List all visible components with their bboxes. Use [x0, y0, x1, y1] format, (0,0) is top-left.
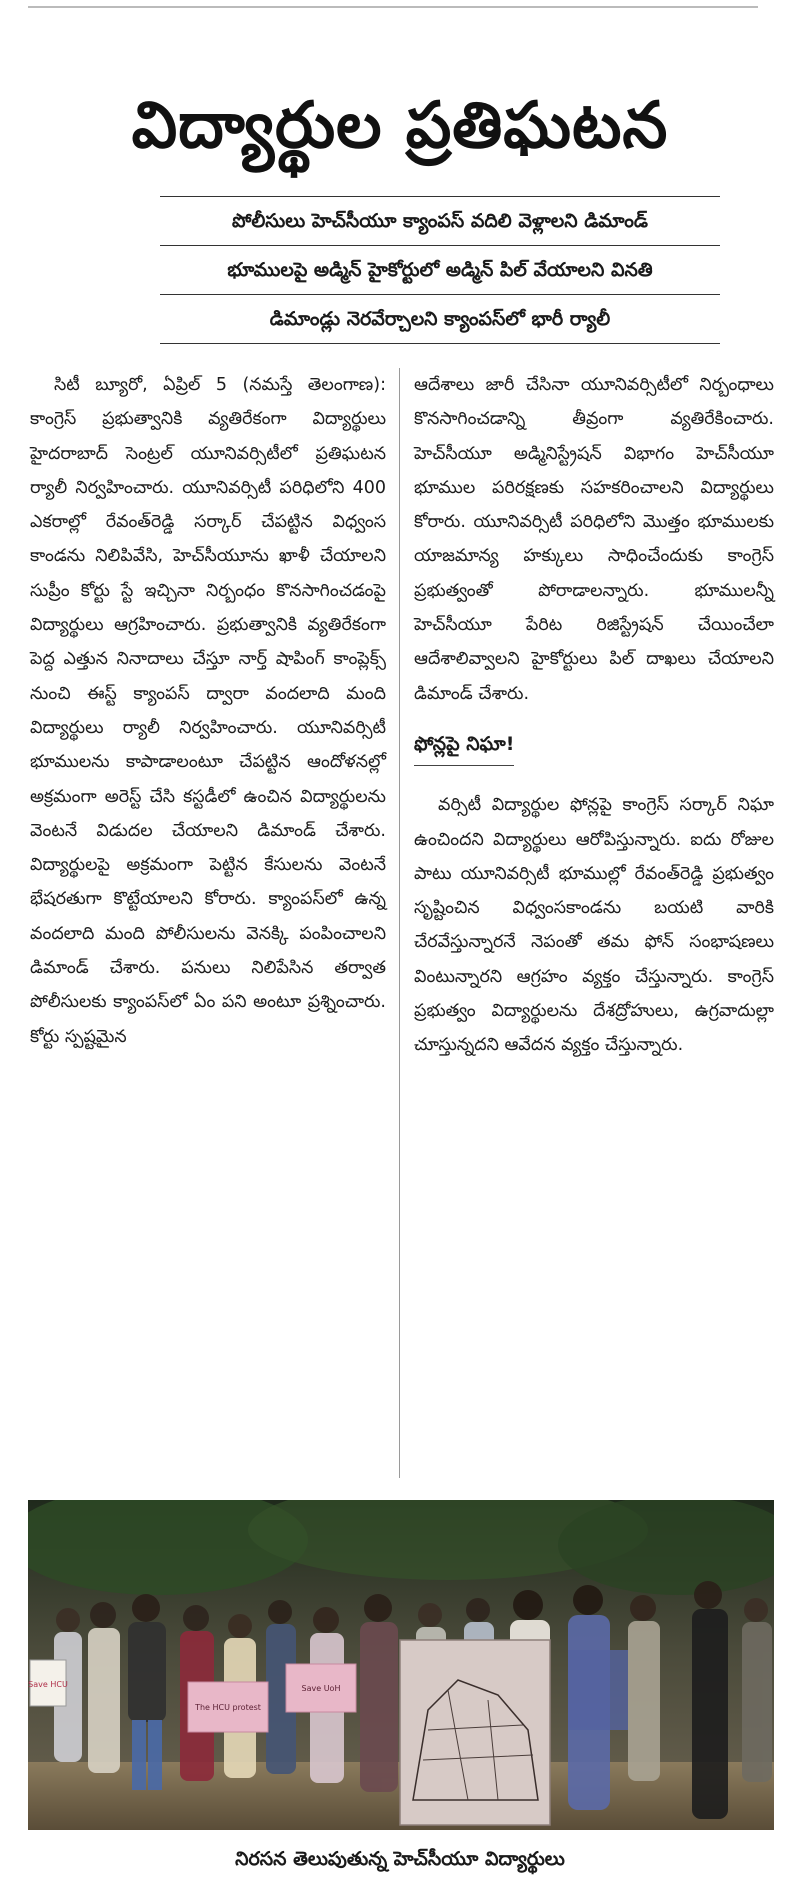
top-rule — [28, 6, 758, 8]
subheadline-3: డిమాండ్లు నెరవేర్చాలని క్యాంపస్‌లో భారీ ర్యాలీ — [160, 294, 720, 344]
headline: విద్యార్థుల ప్రతిఘటన — [131, 88, 669, 163]
article-column-right — [414, 368, 774, 1063]
photo-caption: నిరసన తెలుపుతున్న హెచ్‌సీయూ విద్యార్థులు — [235, 1848, 565, 1870]
sign-text-2: The HCU protest — [195, 1703, 261, 1712]
protest-photo — [28, 1500, 774, 1830]
article-body-right: ఆదేశాలు జారీ చేసినా యూనివర్సిటీలో నిర్బంధాలు కొనసాగించడాన్ని తీవ్రంగా వ్యతిరేకించారు. హెచ్‌సీయూ అడ్మినిస్ట్రేషన్ విభాగం హెచ్‌సీయూ భూముల పరిరక్షణకు సహకరించాలని విద్యార్థులు కోరారు. యూనివర్సిటీ పరిధిలోని మొత్తం భూములకు యాజమాన్య హక్కులు సాధించేందుకు కాంగ్రెస్ ప్రభుత్వంతో పోరాడాలన్నారు. భూములన్నీ హెచ్‌సీయూ పేరిట రిజిస్ట్రేషన్ చేయించేలా ఆదేశాలివ్వాలని హైకోర్టులు పిల్ దాఖలు చేయాలని డిమాండ్ చేశారు. — [414, 375, 774, 704]
section-subheading: ఫోన్లపై నిఘా! — [414, 727, 514, 766]
sign-text-1: Save HCU — [28, 1680, 68, 1689]
column-divider — [399, 368, 400, 1478]
article-body-right-2: వర్సిటీ విద్యార్థుల ఫోన్లపై కాంగ్రెస్ సర్కార్ నిఘా ఉంచిందని విద్యార్థులు ఆరోపిస్తున్నారు. ఐదు రోజుల పాటు యూనివర్సిటీ భూముల్లో రేవంత్‌రెడ్డి ప్రభుత్వం సృష్టించిన విధ్వంసకాండను బయటి వారికి చేరవేస్తున్నారనే నెపంతో తమ ఫోన్ సంభాషణలు వింటున్నారని ఆగ్రహం వ్యక్తం చేస్తున్నారు. కాంగ్రెస్ ప్రభుత్వం విద్యార్థులను దేశద్రోహులు, ఉగ్రవాదుల్లా చూస్తున్నదని ఆవేదన వ్యక్తం చేస్తున్నారు. — [414, 795, 774, 1056]
subheadline-2: భూములపై అడ్మిన్ హైకోర్టులో అడ్మిన్ పిల్ వేయాలని వినతి — [160, 245, 720, 294]
banner-sketch — [400, 1640, 550, 1825]
banner-2 — [568, 1650, 628, 1730]
sign-text-3: Save UoH — [301, 1684, 341, 1693]
article-column-left — [30, 368, 386, 1054]
article-body-left: సిటీ బ్యూరో, ఏప్రిల్ 5 (నమస్తే తెలంగాణ): కాంగ్రెస్ ప్రభుత్వానికి వ్యతిరేకంగా విద్యార్థులు హైదరాబాద్ సెంట్రల్ యూనివర్సిటీలో ప్రతిఘటన ర్యాలీ నిర్వహించారు. యూనివర్సిటీ పరిధిలోని 400 ఎకరాల్లో రేవంత్‌రెడ్డి సర్కార్ చేపట్టిన విధ్వంస కాండను నిలిపివేసి, హెచ్‌సీయూను ఖాళీ చేయాలని సుప్రీం కోర్టు స్టే ఇచ్చినా నిర్బంధం కొనసాగించడంపై విద్యార్థులు ఆగ్రహించారు. ప్రభుత్వానికి వ్యతిరేకంగా పెద్ద ఎత్తున నినాదాలు చేస్తూ నార్త్ షాపింగ్ కాంప్లెక్స్ నుంచి ఈస్ట్ క్యాంపస్ ద్వారా వందలాది మంది విద్యార్థులు ర్యాలీ నిర్వహించారు. యూనివర్సిటీ భూములను కాపాడాలంటూ చేపట్టిన ఆందోళనల్లో అక్రమంగా అరెస్ట్ చేసి కస్టడీలో ఉంచిన విద్యార్థులను వెంటనే విడుదల చేయాలని డిమాండ్ చేశారు. విద్యార్థులపై అక్రమంగా పెట్టిన కేసులను వెంటనే భేషరతుగా కొట్టేయాలని కోరారు. క్యాంపస్‌లో ఉన్న వందలాది మంది పోలీసులను వెనక్కి పంపించాలని డిమాండ్ చేశారు. పనులు నిలిపేసిన తర్వాత పోలీసులకు క్యాంపస్‌లో ఏం పని అంటూ ప్రశ్నించారు. కోర్టు స్పష్టమైన — [30, 375, 386, 1047]
subheadlines — [160, 196, 720, 344]
subheadline-1: పోలీసులు హెచ్‌సీయూ క్యాంపస్ వదిలి వెళ్లాలని డిమాండ్ — [160, 196, 720, 245]
